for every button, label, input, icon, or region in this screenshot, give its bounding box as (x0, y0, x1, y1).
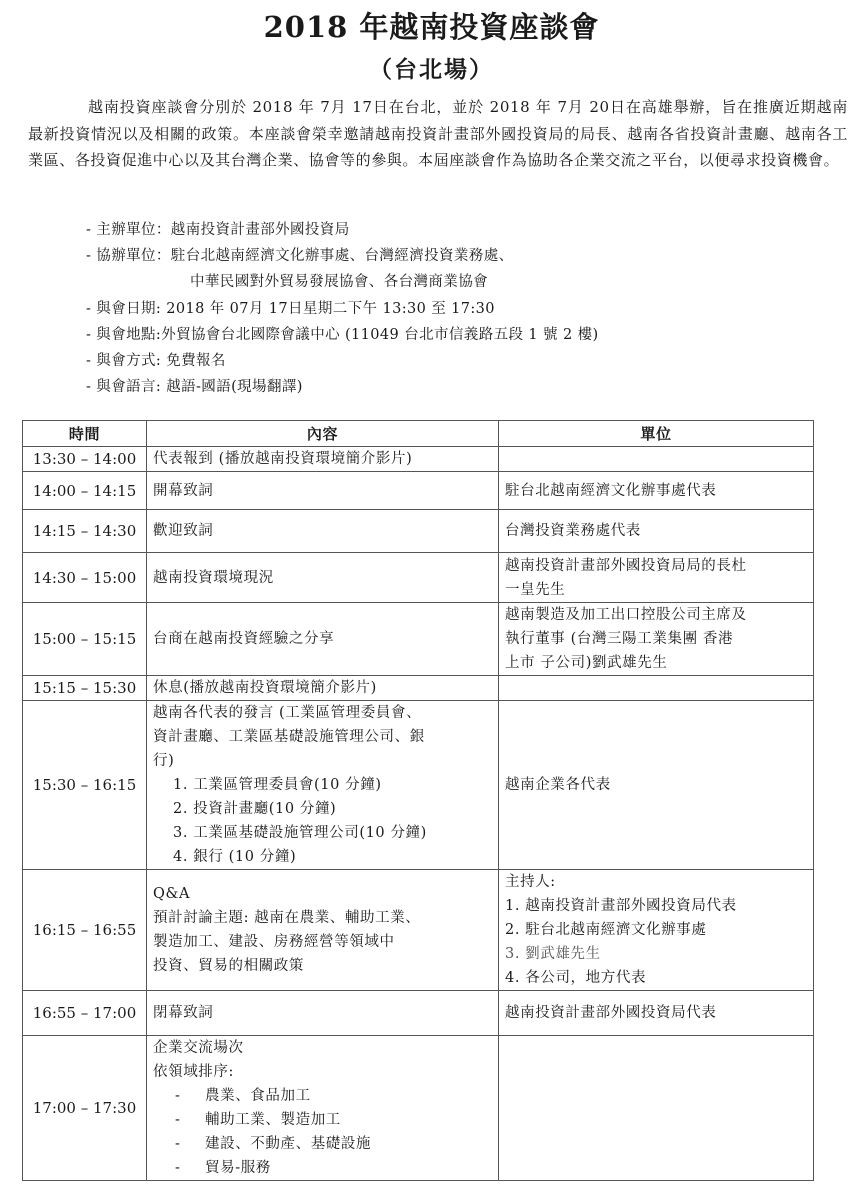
row-content (147, 472, 499, 510)
unit-line: 主持人: (505, 874, 556, 890)
content-line: 越南各代表的發言 (工業區管理委員會、 (153, 705, 422, 721)
row-unit (499, 676, 814, 701)
content-line: 歡迎致詞 (153, 523, 214, 539)
table-header-row (23, 421, 814, 447)
row-unit (499, 472, 814, 510)
event-info (86, 217, 826, 400)
table-row (23, 510, 814, 553)
intro-paragraph: 越南投資座談會分別於 2018 年 7月 17日在台北，並於 2018 年 7月 20日在高雄舉辦，旨在推廣近期越南最新投資情況以及相關的政策。本座談會榮幸邀請越南投資計畫部外國投資局的局長、越南各省投資計畫廳、越南各工業區、各投資促進中心以及其台灣企業、協會等的參與。本屆座談會作為協助各企業交流之平台，以便尋求投資機會。 (28, 98, 848, 169)
info-co-host-continued: 中華民國對外貿易發展協會、各台灣商業協會 (190, 274, 488, 291)
dash-bullet-icon: - (175, 1088, 181, 1104)
page-title: 2018 年越南投資座談會 (263, 10, 600, 44)
content-dash-item (153, 1156, 492, 1180)
content-line: 預計討論主題: 越南在農業、輔助工業、 (153, 910, 421, 926)
unit-line: 越南製造及加工出口控股公司主席及 (505, 607, 747, 623)
row-time: 15:30 – 16:15 (23, 701, 147, 870)
row-time: 14:00 – 14:15 (23, 472, 147, 510)
content-dash-item (153, 1132, 492, 1156)
content-line: 企業交流場次 (153, 1040, 244, 1056)
row-content (147, 510, 499, 553)
page-subtitle: （台北場） (369, 56, 494, 83)
content-line: 投資、貿易的相關政策 (153, 958, 304, 974)
dash-bullet-icon: - (175, 1136, 181, 1152)
header-time: 時間 (23, 421, 147, 447)
dash-bullet-icon: - (175, 1112, 181, 1128)
row-time: 16:55 – 17:00 (23, 991, 147, 1036)
row-time: 14:30 – 15:00 (23, 553, 147, 603)
header-content: 內容 (147, 421, 499, 447)
row-time: 14:15 – 14:30 (23, 510, 147, 553)
content-list-item: 2. 投資計畫廳(10 分鐘) (173, 801, 337, 817)
unit-line: 越南投資計畫部外國投資局代表 (505, 1005, 717, 1021)
row-content (147, 870, 499, 991)
row-unit (499, 553, 814, 603)
row-time: 15:00 – 15:15 (23, 603, 147, 676)
content-list-item: 1. 工業區管理委員會(10 分鐘) (173, 777, 382, 793)
row-unit (499, 870, 814, 991)
unit-line: 2. 駐台北越南經濟文化辦事處 (505, 922, 707, 938)
unit-line: 台灣投資業務處代表 (505, 523, 641, 539)
content-line: 行) (153, 753, 175, 769)
content-line: 資計畫廳、工業區基礎設施管理公司、銀 (153, 729, 425, 745)
row-time: 17:00 – 17:30 (23, 1036, 147, 1181)
unit-line: 駐台北越南經濟文化辦事處代表 (505, 482, 717, 499)
table-row (23, 991, 814, 1036)
row-unit (499, 701, 814, 870)
content-line: 閉幕致詞 (153, 1005, 214, 1021)
row-time: 16:15 – 16:55 (23, 870, 147, 991)
dash-bullet-icon: - (175, 1160, 181, 1176)
info-host: - 主辦單位：越南投資計畫部外國投資局 (86, 222, 350, 238)
row-content (147, 991, 499, 1036)
table-row (23, 1036, 814, 1181)
content-list-item: 3. 工業區基礎設施管理公司(10 分鐘) (173, 825, 427, 841)
content-line: 製造加工、建設、房務經營等領域中 (153, 934, 395, 950)
content-line: 開幕致詞 (153, 482, 214, 499)
table-row (23, 603, 814, 676)
table-row (23, 553, 814, 603)
row-time: 15:15 – 15:30 (23, 676, 147, 701)
content-line: Q&A (153, 886, 191, 902)
content-line: 台商在越南投資經驗之分享 (153, 631, 335, 647)
header-unit: 單位 (499, 421, 814, 447)
content-line: 代表報到 (播放越南投資環境簡介影片) (153, 451, 413, 467)
info-date: - 與會日期: 2018 年 07月 17日星期二下午 13:30 至 17:30 (86, 300, 495, 317)
content-dash-item (153, 1108, 492, 1132)
table-row (23, 472, 814, 510)
dash-item-text: 農業、食品加工 (205, 1088, 311, 1104)
table-row (23, 870, 814, 991)
info-co-host: - 協辦單位：駐台北越南經濟文化辦事處、台灣經濟投資業務處、 (86, 248, 514, 265)
row-unit (499, 603, 814, 676)
row-unit (499, 1036, 814, 1181)
row-content (147, 701, 499, 870)
row-content (147, 447, 499, 472)
content-line: 依領域排序: (153, 1064, 234, 1080)
unit-line: 越南投資計畫部外國投資局局的長杜 (505, 557, 747, 574)
row-time: 13:30 – 14:00 (23, 447, 147, 472)
unit-line: 1. 越南投資計畫部外國投資局代表 (505, 898, 737, 914)
dash-item-text: 貿易-服務 (205, 1160, 271, 1176)
table-row (23, 701, 814, 870)
content-line: 休息(播放越南投資環境簡介影片) (153, 680, 377, 696)
table-row (23, 447, 814, 472)
row-content (147, 603, 499, 676)
row-unit (499, 510, 814, 553)
unit-line: 一皇先生 (505, 581, 566, 598)
content-dash-item (153, 1084, 492, 1108)
unit-line: 3. 劉武雄先生 (505, 946, 601, 962)
row-content (147, 1036, 499, 1181)
dash-item-text: 輔助工業、製造加工 (205, 1112, 341, 1128)
row-content (147, 553, 499, 603)
content-line: 越南投資環境現況 (153, 569, 274, 586)
unit-line: 上市 子公司)劉武雄先生 (505, 655, 668, 671)
row-content (147, 676, 499, 701)
row-unit (499, 991, 814, 1036)
unit-line: 4. 各公司，地方代表 (505, 970, 647, 986)
content-list-item: 4. 銀行 (10 分鐘) (173, 849, 297, 865)
info-method: - 與會方式: 免費報名 (86, 353, 226, 370)
row-unit (499, 447, 814, 472)
info-venue: - 與會地點:外貿協會台北國際會議中心 (11049 台北市信義路五段 1 號 2 樓) (86, 326, 599, 343)
dash-item-text: 建設、不動產、基礎設施 (205, 1136, 372, 1152)
unit-line: 執行董事 (台灣三陽工業集團 香港 (505, 631, 734, 647)
unit-line: 越南企業各代表 (505, 777, 611, 793)
table-row (23, 676, 814, 701)
agenda-table (22, 420, 814, 1181)
info-language: - 與會語言: 越語-國語(現場翻譯) (86, 379, 303, 396)
